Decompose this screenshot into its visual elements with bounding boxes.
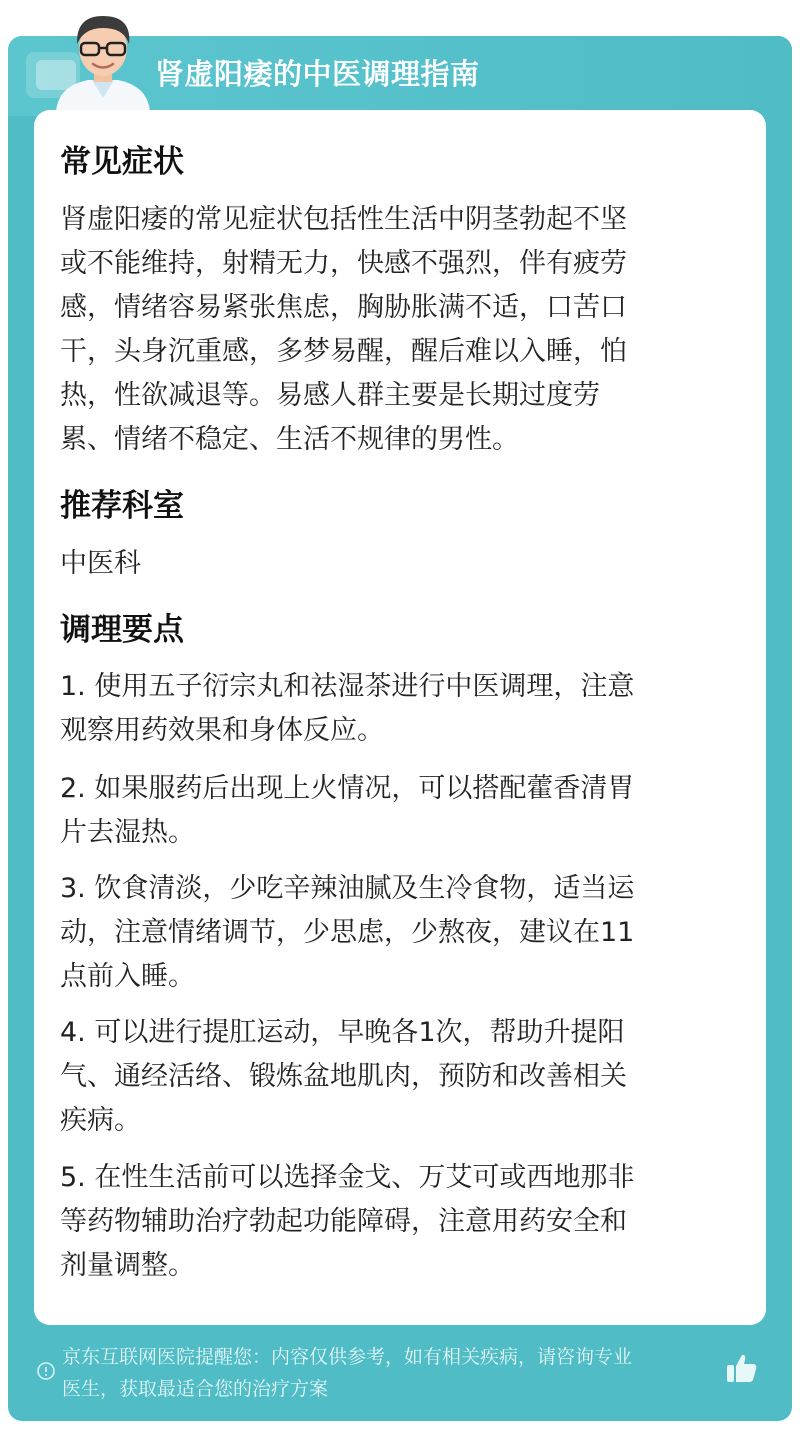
advice-line: 观察用药效果和身体反应。 (60, 715, 384, 746)
advice-item (60, 867, 724, 999)
advice-line: 4. 可以进行提肛运动，早晚各1次，帮助升提阳 (60, 1017, 625, 1048)
advice-line: 片去湿热。 (60, 817, 195, 848)
advice-line: 剂量调整。 (60, 1250, 195, 1281)
symptoms-text (60, 198, 724, 462)
symptoms-line: 累、情绪不稳定、生活不规律的男性。 (60, 424, 519, 455)
thumbs-up-icon[interactable] (724, 1350, 760, 1386)
advice-item (60, 767, 724, 855)
disclaimer-line: 京东互联网医院提醒您：内容仅供参考，如有相关疾病，请咨询专业 (62, 1346, 633, 1368)
symptoms-line: 感，情绪容易紧张焦虑，胸胁胀满不适，口苦口 (60, 292, 627, 323)
doctor-avatar (48, 8, 158, 112)
symptoms-line: 干，头身沉重感，多梦易醒，醒后难以入睡，怕 (60, 336, 627, 367)
department-section (60, 480, 724, 525)
advice-item (60, 665, 724, 753)
department-heading: 推荐科室 (60, 488, 184, 524)
advice-line: 疾病。 (60, 1105, 141, 1136)
symptoms-line: 肾虚阳痿的常见症状包括性生活中阴茎勃起不坚 (60, 204, 627, 235)
department-value-wrap (60, 542, 724, 586)
advice-heading: 调理要点 (60, 612, 184, 648)
advice-item (60, 1011, 724, 1143)
symptoms-line: 热，性欲减退等。易感人群主要是长期过度劳 (60, 380, 600, 411)
disclaimer-line: 医生，获取最适合您的治疗方案 (62, 1378, 329, 1400)
symptoms-section (60, 136, 724, 181)
advice-line: 3. 饮食清淡，少吃辛辣油腻及生冷食物，适当运 (60, 873, 635, 904)
department-value: 中医科 (60, 548, 141, 579)
advice-line: 等药物辅助治疗勃起功能障碍，注意用药安全和 (60, 1206, 627, 1237)
advice-item (60, 1156, 724, 1288)
symptoms-line: 或不能维持，射精无力，快感不强烈，伴有疲劳 (60, 248, 627, 279)
page-title: 肾虚阳痿的中医调理指南 (155, 57, 480, 91)
advice-line: 动，注意情绪调节，少思虑，少熬夜，建议在11 (60, 917, 635, 948)
advice-line: 1. 使用五子衍宗丸和祛湿茶进行中医调理，注意 (60, 671, 635, 702)
advice-line: 5. 在性生活前可以选择金戈、万艾可或西地那非 (60, 1162, 635, 1193)
symptoms-heading: 常见症状 (60, 144, 184, 180)
advice-section (60, 604, 724, 649)
advice-line: 点前入睡。 (60, 961, 195, 992)
disclaimer (62, 1341, 726, 1405)
advice-line: 2. 如果服药后出现上火情况，可以搭配藿香清胃 (60, 773, 635, 804)
info-circle-icon (36, 1361, 56, 1381)
advice-line: 气、通经活络、锻炼盆地肌肉，预防和改善相关 (60, 1061, 627, 1092)
